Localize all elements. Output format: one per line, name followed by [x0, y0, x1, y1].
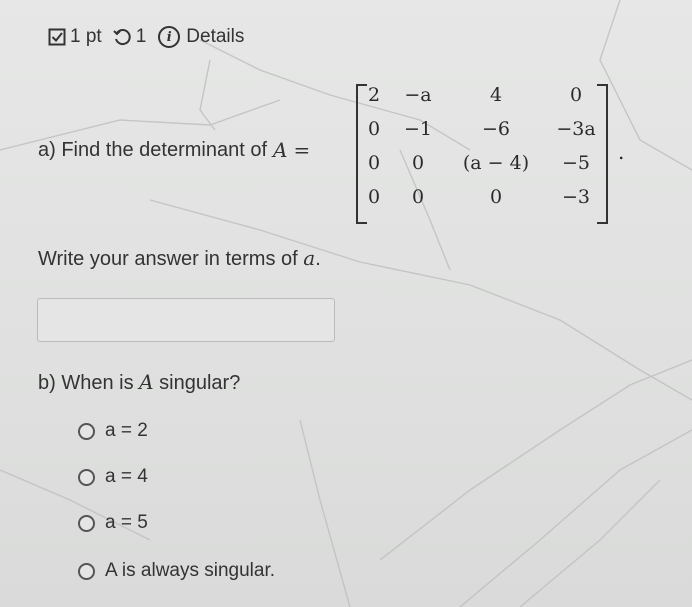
- question-header: [48, 24, 244, 50]
- part-a-prompt: [38, 138, 314, 162]
- answer-instruction: [38, 246, 321, 271]
- matrix-a: [356, 80, 608, 220]
- radio-button[interactable]: [78, 515, 95, 532]
- matrix-cell-r4c3: 0: [489, 186, 503, 208]
- radio-button[interactable]: [78, 423, 95, 440]
- retry-icon: [112, 27, 132, 47]
- instruction-text: Write your answer in terms of: [38, 248, 304, 270]
- option-label: a = 4: [105, 466, 148, 487]
- option-label: a = 5: [105, 512, 148, 533]
- radio-button[interactable]: [78, 563, 95, 580]
- determinant-answer-input[interactable]: [37, 298, 335, 342]
- equals-sign: =: [293, 138, 311, 162]
- matrix-cell-r4c1: 0: [367, 186, 381, 208]
- matrix-cell-r2c4: −3a: [556, 118, 596, 140]
- matrix-cell-r1c4: 0: [569, 84, 583, 106]
- matrix-cell-r3c1: 0: [367, 152, 381, 174]
- part-b-matrix-name: A: [139, 370, 154, 394]
- option-label: a = 2: [105, 420, 148, 441]
- matrix-cell-r1c1: 2: [367, 84, 381, 106]
- details-link[interactable]: Details: [186, 26, 245, 47]
- matrix-cell-r4c2: 0: [411, 186, 425, 208]
- matrix-cell-r2c3: −6: [481, 118, 510, 140]
- instruction-variable: a: [303, 246, 316, 270]
- matrix-cell-r2c2: −1: [403, 118, 432, 140]
- points-label: 1 pt: [70, 26, 102, 47]
- matrix-cell-r3c2: 0: [411, 152, 425, 174]
- part-b-text-suffix: singular?: [153, 372, 241, 394]
- matrix-cell-r3c4: −5: [561, 152, 590, 174]
- part-b-prompt: [38, 370, 240, 395]
- matrix-cell-r1c2: −a: [404, 84, 432, 106]
- instruction-period: .: [315, 248, 321, 270]
- option-a-equals-4[interactable]: [78, 466, 148, 488]
- option-a-equals-2[interactable]: [78, 420, 148, 442]
- matrix-cell-r2c1: 0: [367, 118, 381, 140]
- matrix-period: .: [618, 140, 625, 164]
- matrix-cell-r4c4: −3: [561, 186, 590, 208]
- option-always-singular[interactable]: [78, 560, 275, 582]
- part-b-text-prefix: b) When is: [38, 372, 140, 394]
- radio-button[interactable]: [78, 469, 95, 486]
- matrix-cell-r3c3: (a − 4): [462, 152, 530, 174]
- option-a-equals-5[interactable]: [78, 512, 148, 534]
- part-a-text: a) Find the determinant of: [38, 138, 268, 161]
- option-label: A is always singular.: [105, 560, 276, 581]
- tries-count: 1: [135, 26, 147, 47]
- info-icon[interactable]: i: [158, 26, 180, 48]
- matrix-cell-r1c3: 4: [489, 84, 503, 106]
- checkbox-icon: [48, 28, 66, 46]
- matrix-name: A: [273, 138, 288, 162]
